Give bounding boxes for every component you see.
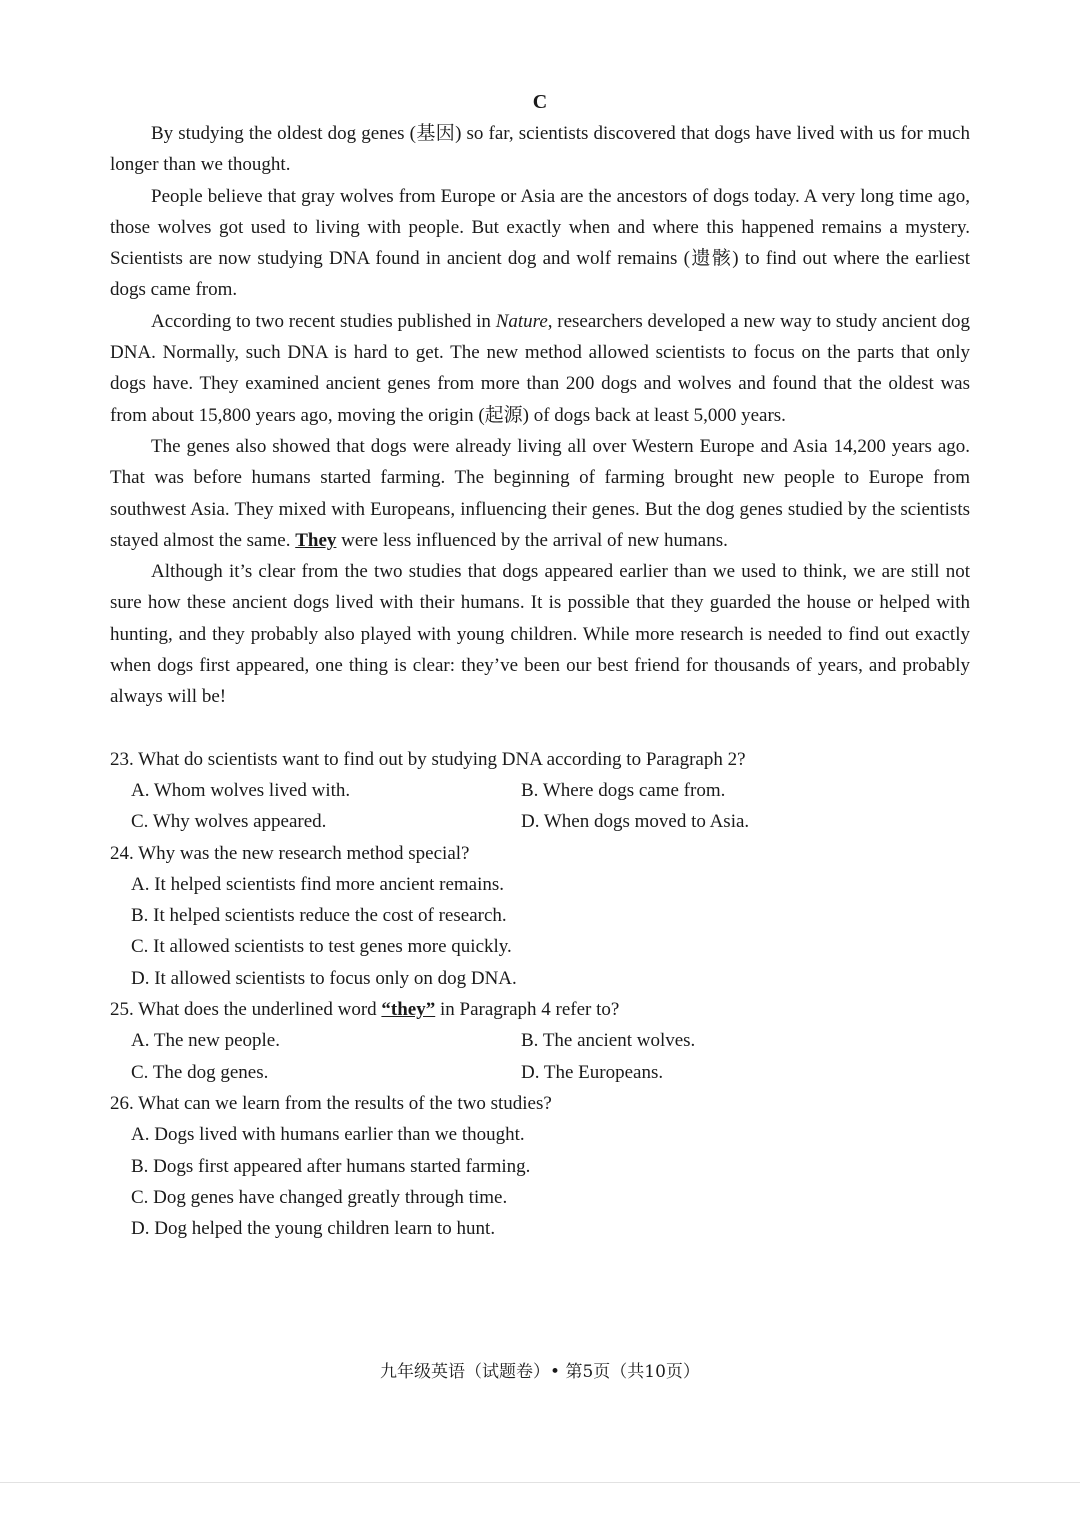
underlined-word-quote: “they” xyxy=(381,999,436,1021)
paragraph-3-text-end: , researchers developed a new way to study ancient dog DNA. Normally, such DNA is hard to get. The new method allowed scientists to focus on the parts that only dogs have. They examined ancient genes from more than 200 dogs and wolves and found that the oldest was from about 15,800 years ago, moving the origin (起源) of dogs back at least 5,000 years. xyxy=(110,310,970,426)
paragraph-3-text-start: According to two recent studies published in xyxy=(151,310,496,332)
paragraph-3 xyxy=(110,306,970,431)
option-d: D. It allowed scientists to focus only on dog DNA. xyxy=(131,967,517,989)
question-stem-end: in Paragraph 4 refer to? xyxy=(435,999,620,1021)
journal-name: Nature xyxy=(495,310,548,332)
options xyxy=(110,1025,970,1088)
option-c: C. Why wolves appeared. xyxy=(131,811,327,833)
option-d: D. The Europeans. xyxy=(521,1061,664,1083)
underlined-word: They xyxy=(295,529,337,551)
exam-page xyxy=(110,88,970,1244)
paragraph-4-text-end: were less influenced by the arrival of new humans. xyxy=(336,529,728,551)
option-c: C. It allowed scientists to test genes more quickly. xyxy=(131,936,512,958)
option-d: D. Dog helped the young children learn to hunt. xyxy=(131,1218,496,1240)
question-stem: 26. What can we learn from the results of the two studies? xyxy=(110,1092,552,1114)
question-stem xyxy=(110,994,970,1025)
options xyxy=(110,775,970,838)
option-a: A. Whom wolves lived with. xyxy=(131,779,351,801)
question-23 xyxy=(110,744,970,838)
paragraph-5: Although it’s clear from the two studies that dogs appeared earlier than we used to think, we are still not sure how these ancient dogs lived with their humans. It is possible that they guarded the house or helped with hunting, and they probably also played with young children. While more research is needed to find out exactly when dogs first appeared, one thing is clear: they’ve been our best friend for thousands of years, and probably always will be! xyxy=(110,561,970,708)
question-25 xyxy=(110,994,970,1088)
paragraph-1: By studying the oldest dog genes (基因) so far, scientists discovered that dogs have lived with us for much longer than we thought. xyxy=(110,123,970,176)
question-stem-start: 25. What does the underlined word xyxy=(110,999,382,1021)
question-26 xyxy=(110,1088,970,1244)
option-a: A. Dogs lived with humans earlier than we thought. xyxy=(131,1124,525,1146)
questions xyxy=(110,744,970,1245)
option-c: C. The dog genes. xyxy=(131,1061,269,1083)
option-a: A. It helped scientists find more ancient remains. xyxy=(131,873,505,895)
option-b: B. The ancient wolves. xyxy=(521,1030,696,1052)
option-b: B. It helped scientists reduce the cost of research. xyxy=(131,905,507,927)
question-stem: 23. What do scientists want to find out by studying DNA according to Paragraph 2? xyxy=(110,748,746,770)
option-d: D. When dogs moved to Asia. xyxy=(521,811,750,833)
page-bottom-divider xyxy=(0,1482,1080,1483)
paragraph-4 xyxy=(110,431,970,556)
option-b: B. Dogs first appeared after humans started farming. xyxy=(131,1155,531,1177)
paragraph-2: People believe that gray wolves from Europe or Asia are the ancestors of dogs today. A very long time ago, those wolves got used to living with people. But exactly when and where this happened remains a mystery. Scientists are now studying DNA found in ancient dog and wolf remains (遗骸) to find out where the earliest dogs came from. xyxy=(110,185,970,301)
option-b: B. Where dogs came from. xyxy=(521,779,726,801)
option-c: C. Dog genes have changed greatly through time. xyxy=(131,1186,508,1208)
page-footer: 九年级英语（试题卷）• 第5页（共10页） xyxy=(380,1362,700,1382)
section-heading: C xyxy=(532,91,548,113)
question-24 xyxy=(110,838,970,994)
paragraph-4-text-start: The genes also showed that dogs were already living all over Western Europe and Asia 14,200 years ago. That was before humans started farming. The beginning of farming brought new people to Europe from southwest Asia. They mixed with Europeans, influencing their genes. But the dog genes studied by the scientists stayed almost the same. xyxy=(110,435,970,551)
question-stem: 24. Why was the new research method special? xyxy=(110,842,470,864)
option-a: A. The new people. xyxy=(131,1030,280,1052)
